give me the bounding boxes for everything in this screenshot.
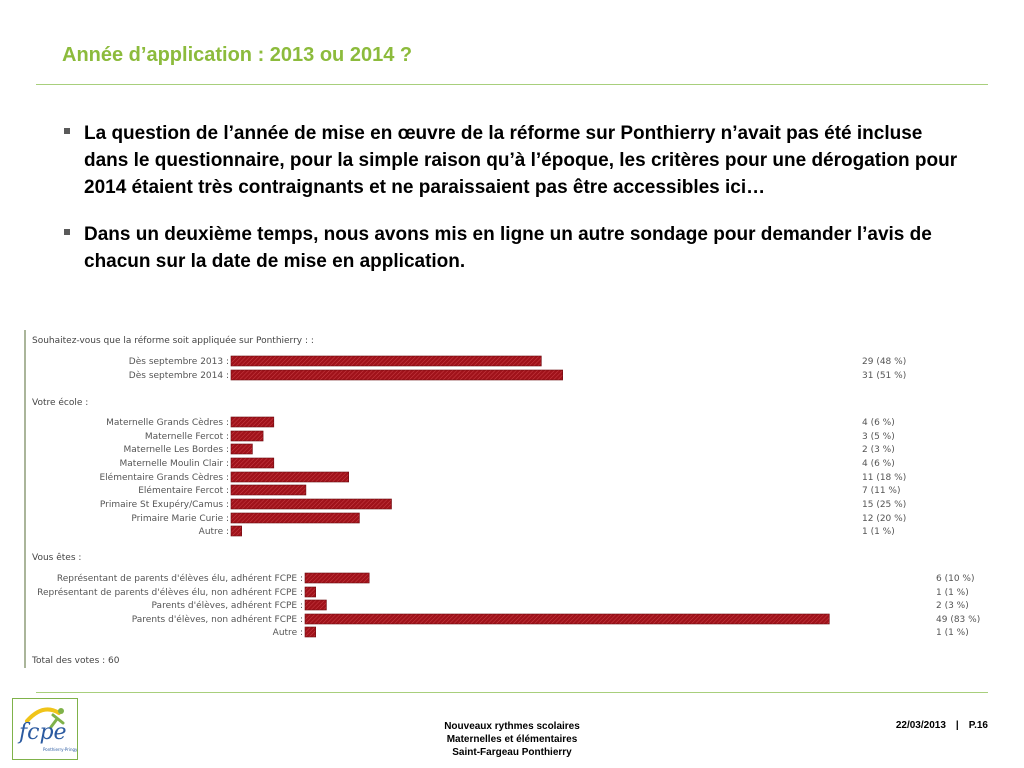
fcpe-logo-graphic xyxy=(13,699,77,759)
category-label: Elémentaire Grands Cèdres : xyxy=(99,473,229,483)
category-label: Elémentaire Fercot : xyxy=(138,486,229,496)
value-label: 4 (6 %) xyxy=(862,418,895,428)
footer-line: Saint-Fargeau Ponthierry xyxy=(452,747,572,758)
logo-text: fcpe xyxy=(19,720,67,745)
value-label: 12 (20 %) xyxy=(862,514,907,524)
category-label: Dès septembre 2014 : xyxy=(128,371,229,381)
category-label: Représentant de parents d'élèves élu, non adhérent FCPE : xyxy=(37,588,303,598)
poll-chart-svg xyxy=(26,330,1006,668)
category-label: Parents d'élèves, non adhérent FCPE : xyxy=(131,615,303,625)
bullet-square-icon xyxy=(64,229,70,235)
bullet-square-icon xyxy=(64,128,70,134)
group-heading: Vous êtes : xyxy=(32,553,82,563)
total-votes: Total des votes : 60 xyxy=(32,656,120,666)
category-label: Primaire St Exupéry/Camus : xyxy=(99,500,229,510)
slide-title: Année d’application : 2013 ou 2014 ? xyxy=(62,44,413,66)
value-label: 11 (18 %) xyxy=(862,473,907,483)
category-label: Maternelle Grands Cèdres : xyxy=(106,418,229,428)
category-label: Maternelle Fercot : xyxy=(144,432,229,442)
group-heading: Votre école : xyxy=(32,398,89,408)
bar xyxy=(231,431,263,441)
bullet-text: Dans un deuxième temps, nous avons mis en ligne un autre sondage pour demander l’avis de chacun sur la date de mise en application. xyxy=(84,224,932,272)
value-label: 1 (1 %) xyxy=(936,588,969,598)
bar xyxy=(305,587,316,597)
category-label: Maternelle Les Bordes : xyxy=(123,445,229,455)
category-label: Primaire Marie Curie : xyxy=(131,514,229,524)
value-label: 29 (48 %) xyxy=(862,357,907,367)
bullet-item xyxy=(62,120,962,201)
footer-line: Maternelles et élémentaires xyxy=(446,734,578,745)
bullet-item xyxy=(62,221,962,275)
value-label: 1 (1 %) xyxy=(936,628,969,638)
chart-title: Souhaitez-vous que la réforme soit appliquée sur Ponthierry : : xyxy=(32,336,314,346)
value-label: 3 (5 %) xyxy=(862,432,895,442)
top-divider xyxy=(36,84,988,85)
footer-separator: | xyxy=(955,720,959,731)
footer-caption xyxy=(412,720,612,759)
value-label: 31 (51 %) xyxy=(862,371,907,381)
value-label: 4 (6 %) xyxy=(862,459,895,469)
page-number: P.16 xyxy=(968,720,988,731)
value-label: 1 (1 %) xyxy=(862,527,895,537)
value-label: 6 (10 %) xyxy=(936,574,975,584)
category-label: Représentant de parents d'élèves élu, adhérent FCPE : xyxy=(56,574,303,584)
bar xyxy=(231,370,563,380)
fcpe-logo xyxy=(12,698,78,760)
bar xyxy=(305,600,326,610)
category-label: Parents d'élèves, adhérent FCPE : xyxy=(151,601,303,611)
footer-date: 22/03/2013 xyxy=(895,720,946,731)
bar xyxy=(231,485,306,495)
bar xyxy=(231,458,274,468)
footer-meta xyxy=(896,720,988,731)
category-label: Autre : xyxy=(198,527,229,537)
value-label: 7 (11 %) xyxy=(862,486,901,496)
bottom-divider xyxy=(36,692,988,693)
bar xyxy=(305,573,369,583)
category-label: Dès septembre 2013 : xyxy=(128,357,229,367)
category-label: Autre : xyxy=(272,628,303,638)
bullet-text: La question de l’année de mise en œuvre de la réforme sur Ponthierry n’avait pas été incluse dans le questionnaire, pour la simple raison qu’à l’époque, les critères pour une dérogation pour 2014 étaient très contraignants et ne paraissaient pas être accessibles ici… xyxy=(84,123,958,198)
bar xyxy=(231,417,274,427)
bar xyxy=(231,499,392,509)
bar xyxy=(231,513,359,523)
bar xyxy=(231,356,541,366)
bar xyxy=(231,444,252,454)
category-label: Maternelle Moulin Clair : xyxy=(119,459,229,469)
bar xyxy=(305,627,316,637)
bullet-list xyxy=(62,120,962,295)
logo-subtext: Ponthierry-Pringy xyxy=(43,747,77,752)
value-label: 15 (25 %) xyxy=(862,500,907,510)
value-label: 2 (3 %) xyxy=(862,445,895,455)
bar xyxy=(231,472,349,482)
value-label: 49 (83 %) xyxy=(936,615,981,625)
bar xyxy=(231,526,242,536)
poll-results-chart xyxy=(24,330,1006,668)
footer-line: Nouveaux rythmes scolaires xyxy=(444,721,580,732)
value-label: 2 (3 %) xyxy=(936,601,969,611)
bar xyxy=(305,614,829,624)
